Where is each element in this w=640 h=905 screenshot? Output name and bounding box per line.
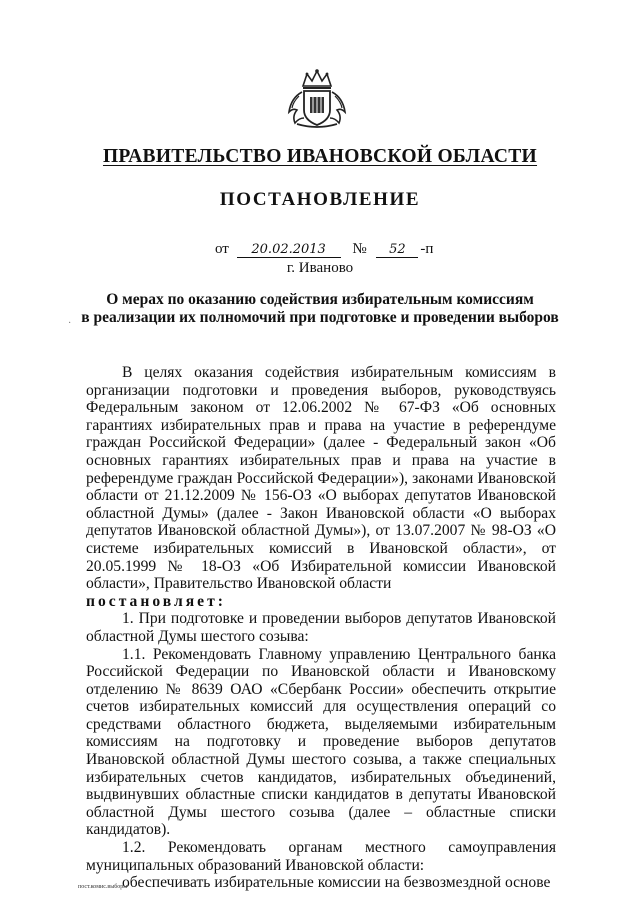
city-line: г. Иваново bbox=[286, 260, 354, 276]
subject-line-2: в реализации их полномочий при подготовке и проведении выборов bbox=[81, 309, 559, 326]
document-type: ПОСТАНОВЛЕНИЕ bbox=[219, 189, 421, 210]
document-number: 52 bbox=[376, 242, 418, 258]
item-1-paragraph: 1. При подготовке и проведении выборов депутатов Ивановской областной Думы шестого созыва: bbox=[86, 610, 556, 645]
resolves-keyword: постановляет: bbox=[86, 592, 226, 610]
item-1-2-paragraph: 1.2. Рекомендовать органам местного самоуправления муниципальных образований Ивановской области: bbox=[86, 839, 556, 874]
date-number-line bbox=[215, 241, 433, 258]
resolves-line bbox=[86, 593, 556, 611]
preamble-paragraph: В целях оказания содействия избирательным комиссиям в организации подготовки и проведения выборов, руководствуясь Федеральным законом от 12.06.2002 № 67-ФЗ «Об основных гарантиях избирательных прав и права на участие в референдуме граждан Российской Федерации» (далее - Федеральный закон «Об основных гарантиях избирательных прав и права на участие в референдуме граждан Российской Федерации»), законами Ивановской области от 21.12.2009 № 156-ОЗ «О выборах депутатов Ивановской областной Думы» (далее - Закон Ивановской области «О выборах депутатов Ивановской областной Думы»), от 13.07.2007 № 98-ОЗ «О системе избирательных комиссий в Ивановской области», от 20.05.1999 № 18-ОЗ «Об Избирательной комиссии Ивановской области», Правительство Ивановской области bbox=[86, 364, 556, 593]
document-subject bbox=[70, 291, 570, 327]
government-title: ПРАВИТЕЛЬСТВО ИВАНОВСКОЙ ОБЛАСТИ bbox=[102, 146, 538, 167]
document-body bbox=[86, 364, 556, 892]
footer-file-label: пост.комис.выборы bbox=[78, 884, 128, 890]
document-date: 20.02.2013 bbox=[237, 242, 341, 258]
date-prefix: от bbox=[215, 241, 229, 257]
margin-mark: · bbox=[68, 318, 72, 329]
number-prefix: № bbox=[352, 241, 367, 257]
item-1-1-paragraph: 1.1. Рекомендовать Главному управлению Центрального банка Российской Федерации по Ивановской области и Ивановскому отделению № 8639 ОАО «Сбербанк России» обеспечить открытие счетов избирательных комиссий для осуществления операций со средствами областного бюджета, выделяемыми избирательным комиссиям на подготовку и проведение выборов депутатов Ивановской областной Думы шестого созыва, а также специальных избирательных счетов кандидатов, избирательных объединений, выдвинувших областные списки кандидатов в депутаты Ивановской областной Думы шестого созыва (далее – областные списки кандидатов). bbox=[86, 645, 556, 839]
item-1-2-a-paragraph: обеспечивать избирательные комиссии на безвозмездной основе bbox=[122, 874, 551, 892]
coat-of-arms-emblem bbox=[283, 68, 351, 130]
number-suffix: -п bbox=[420, 241, 434, 257]
subject-line-1: О мерах по оказанию содействия избирательным комиссиям bbox=[106, 291, 534, 308]
